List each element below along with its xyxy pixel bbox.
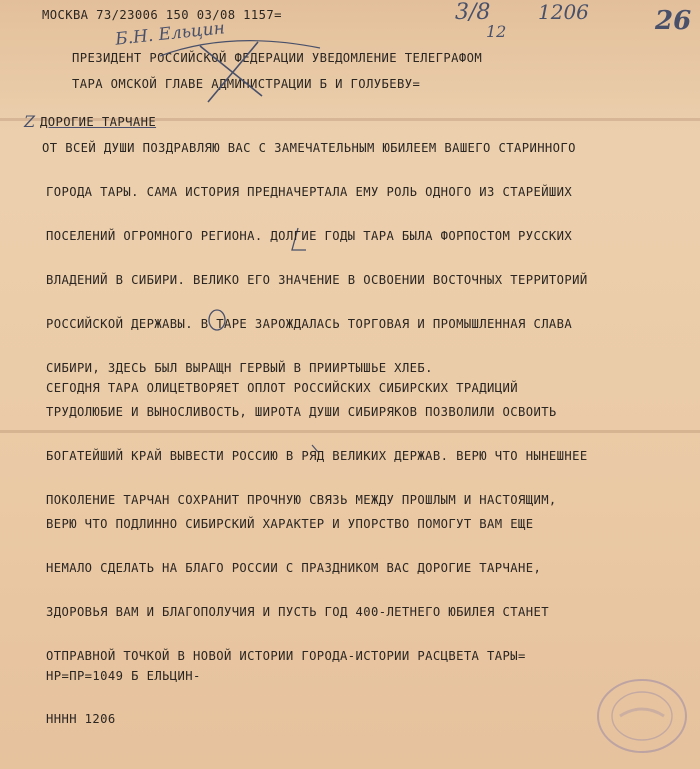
pencil-underline-stroke <box>160 41 320 56</box>
body-line: ПОКОЛЕНИЕ ТАРЧАН СОХРАНИТ ПРОЧНУЮ СВЯЗЬ МЕЖДУ ПРОШЛЫМ И НАСТОЯЩИМ, <box>46 493 557 507</box>
stamp-outer-ring <box>598 680 686 752</box>
stamp-smudge <box>620 709 664 716</box>
pencil-cross-stroke <box>200 46 262 96</box>
body-line: ПОСЕЛЕНИЙ ОГРОМНОГО РЕГИОНА. ДОЛГИЕ ГОДЫ ТАРА БЫЛА ФОРПОСТОМ РУССКИХ <box>46 229 573 243</box>
body-line: ОТПРАВНОЙ ТОЧКОЙ В НОВОЙ ИСТОРИИ ГОРОДА-ИСТОРИИ РАСЦВЕТА ТАРЫ= <box>46 649 526 663</box>
signature-line: НР=ПР=1049 Б ЕЛЬЦИН- <box>46 669 201 683</box>
pencil-cross-stroke <box>208 42 258 102</box>
body-line: ГОРОДА ТАРЫ. САМА ИСТОРИЯ ПРЕДНАЧЕРТАЛА ЕМУ РОЛЬ ОДНОГО ИЗ СТАРЕЙШИХ <box>46 185 573 199</box>
handwritten-date: 3/8 <box>455 0 491 25</box>
body-line: БОГАТЕЙШИЙ КРАЙ ВЫВЕСТИ РОССИЮ В РЯД ВЕЛИКИХ ДЕРЖАВ. ВЕРЮ ЧТО НЫНЕШНЕЕ <box>46 449 588 463</box>
body-line: НЕМАЛО СДЕЛАТЬ НА БЛАГО РОССИИ С ПРАЗДНИКОМ ВАС ДОРОГИЕ ТАРЧАНЕ, <box>46 561 542 575</box>
handwritten-sub-number: 12 <box>486 22 507 41</box>
body-line: ВЛАДЕНИЙ В СИБИРИ. ВЕЛИКО ЕГО ЗНАЧЕНИЕ В ОСВОЕНИИ ВОСТОЧНЫХ ТЕРРИТОРИЙ <box>46 273 588 287</box>
body-line: ОТ ВСЕЙ ДУШИ ПОЗДРАВЛЯЮ ВАС С ЗАМЕЧАТЕЛЬНЫМ ЮБИЛЕЕМ ВАШЕГО СТАРИННОГО <box>42 141 576 155</box>
faded-stamp <box>590 672 690 754</box>
body-line: ВЕРЮ ЧТО ПОДЛИННО СИБИРСКИЙ ХАРАКТЕР И УПОРСТВО ПОМОГУТ ВАМ ЕЩЕ <box>46 517 534 531</box>
routing-header: МОСКВА 73/23006 150 03/08 1157= <box>42 8 282 22</box>
address-line: ТАРА ОМСКОЙ ГЛАВЕ АДМИНИСТРАЦИИ Б И ГОЛУБЕВУ= <box>72 77 421 91</box>
body-line: ТРУДОЛЮБИЕ И ВЫНОСЛИВОСТЬ, ШИРОТА ДУШИ СИБИРЯКОВ ПОЗВОЛИЛИ ОСВОИТЬ <box>46 405 557 419</box>
handwritten-number: 1206 <box>538 0 589 24</box>
handwritten-name: Б.Н. Ельцин <box>114 18 226 50</box>
body-line: СЕГОДНЯ ТАРА ОЛИЦЕТВОРЯЕТ ОПЛОТ РОССИЙСКИХ СИБИРСКИХ ТРАДИЦИЙ <box>46 381 518 395</box>
body-line: СИБИРИ, ЗДЕСЬ БЫЛ ВЫРАЩН ГЕРВЫЙ В ПРИИРТЫШЬЕ ХЛЕБ. <box>46 361 433 375</box>
body-line: ЗДОРОВЬЯ ВАМ И БЛАГОПОЛУЧИЯ И ПУСТЬ ГОД 400-ЛЕТНЕГО ЮБИЛЕЯ СТАНЕТ <box>46 605 549 619</box>
page-number: 26 <box>655 6 692 36</box>
address-line: ПРЕЗИДЕНТ РОССИЙСКОЙ ФЕДЕРАЦИИ УВЕДОМЛЕНИЕ ТЕЛЕГРАФОМ <box>72 51 483 65</box>
footer-line: НННН 1206 <box>46 712 116 726</box>
body-line: РОССИЙСКОЙ ДЕРЖАВЫ. В ТАРЕ ЗАРОЖДАЛАСЬ ТОРГОВАЯ И ПРОМЫШЛЕННАЯ СЛАВА <box>46 317 573 331</box>
greeting: ДОРОГИЕ ТАРЧАНЕ <box>40 115 157 129</box>
pencil-greeting-mark: Z <box>24 112 36 131</box>
